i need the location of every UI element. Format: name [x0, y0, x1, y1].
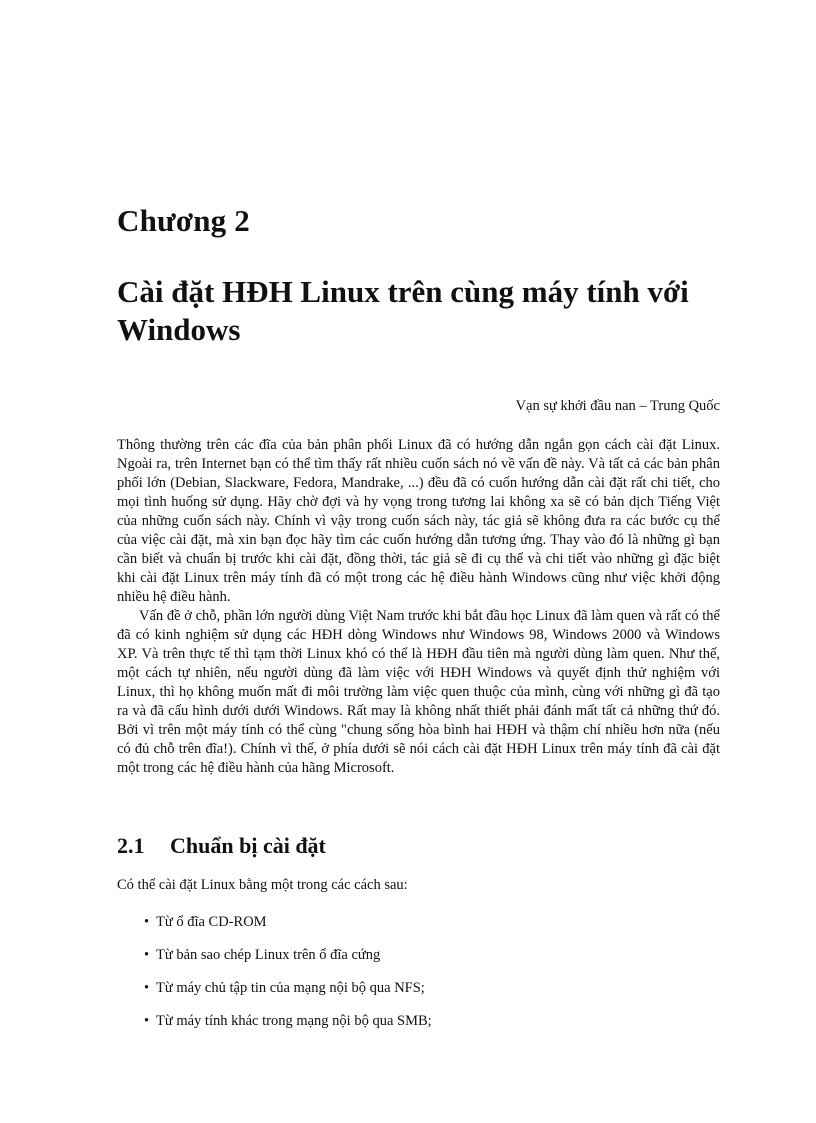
epigraph: Vạn sự khởi đầu nan – Trung Quốc	[515, 398, 720, 414]
bullet-icon: •	[144, 1013, 150, 1029]
section-intro: Có thể cài đặt Linux bằng một trong các cách sau:	[117, 877, 408, 893]
bullet-icon: •	[144, 980, 150, 996]
section-heading	[117, 833, 326, 859]
chapter-label: Chương 2	[117, 203, 250, 238]
chapter-title: Cài đặt HĐH Linux trên cùng máy tính với Windows	[117, 274, 689, 347]
list-item-text: Từ ổ đĩa CD-ROM	[156, 914, 267, 930]
list-item	[117, 980, 720, 1013]
install-methods-list	[117, 914, 720, 1046]
body-text	[117, 436, 720, 778]
paragraph-intro: Thông thường trên các đĩa của bản phân phối Linux đã có hướng dẫn ngắn gọn cách cài đặt Linux. Ngoài ra, trên Internet bạn có thể tìm thấy rất nhiều cuốn sách nó về vấn đề này. Và tất cả các bản phân phối lớn (Debian, Slackware, Fedora, Mandrake, ...) đều đã có cuốn hướng dẫn cài đặt rất chi tiết, cho mọi tình huống sử dụng. Hãy chờ đợi và hy vọng trong tương lai không xa sẽ có bản dịch Tiếng Việt của những cuốn sách này. Chính vì vậy trong cuốn sách này, tác giả sẽ không đưa ra các bước cụ thể của việc cài đặt, mà xin bạn đọc hãy tìm các cuốn hướng dẫn tương ứng. Thay vào đó là những gì bạn cần biết và chuẩn bị trước khi cài đặt, đồng thời, tác giả sẽ đi cụ thể và chi tiết vào những gì đặc biệt khi cài đặt Linux trên máy tính đã có một trong các hệ điều hành Windows cũng như việc khởi động nhiều hệ điều hành.	[117, 437, 720, 605]
bullet-icon: •	[144, 914, 150, 930]
section-title: Chuẩn bị cài đặt	[170, 833, 326, 858]
list-item-text: Từ máy tính khác trong mạng nội bộ qua SMB;	[156, 1013, 432, 1029]
paragraph-second: Vấn đề ở chỗ, phần lớn người dùng Việt Nam trước khi bắt đầu học Linux đã làm quen và rất có thể đã có kinh nghiệm sử dụng các HĐH dòng Windows như Windows 98, Windows 2000 và Windows XP. Và trên thực tế thì tạm thời Linux khó có thể là HĐH đầu tiên mà người dùng làm quen. Như thế, một cách tự nhiên, nếu người dùng đã làm việc với HĐH Windows và quyết định thử nghiệm với Linux, thì họ không muốn mất đi môi trường làm việc quen thuộc của mình, cùng với những gì đã tạo ra và đã cấu hình dưới dưới Windows. Rất may là không nhất thiết phải đánh mất tất cả những thứ đó. Bởi vì trên một máy tính có thể cùng "chung sống hòa bình hai HĐH và thậm chí nhiều hơn nữa (nếu có đủ chỗ trên đĩa!). Chính vì thế, ở phía dưới sẽ nói cách cài đặt HĐH Linux trên máy tính đã cài đặt một trong các hệ điều hành của hãng Microsoft.	[117, 608, 720, 776]
list-item	[117, 914, 720, 947]
list-item	[117, 947, 720, 980]
list-item-text: Từ máy chủ tập tin của mạng nội bộ qua NFS;	[156, 980, 425, 996]
section-number: 2.1	[117, 833, 145, 858]
bullet-icon: •	[144, 947, 150, 963]
list-item	[117, 1013, 720, 1046]
list-item-text: Từ bản sao chép Linux trên ổ đĩa cứng	[156, 947, 381, 963]
